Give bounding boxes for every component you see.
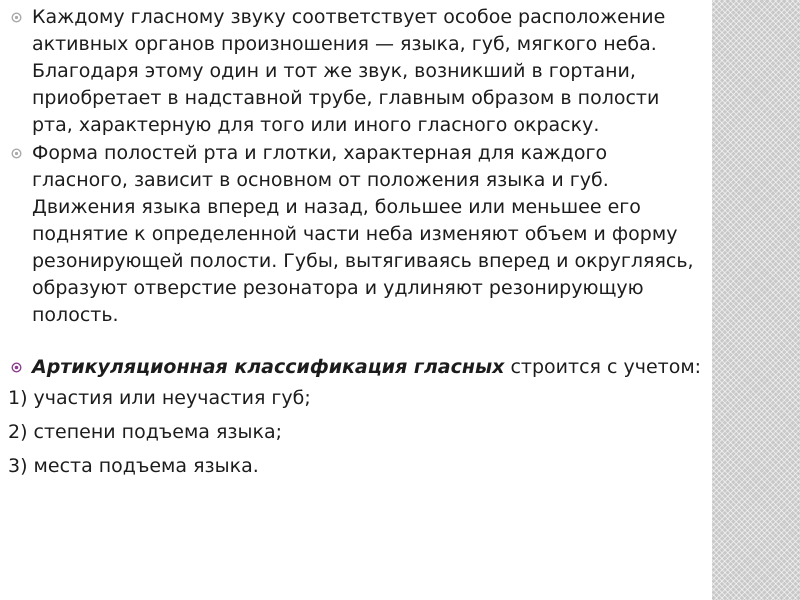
bullet-paragraph-2 [8, 140, 704, 329]
list-item-3: 3) места подъема языка. [8, 455, 259, 477]
list-item-2: 2) степени подъема языка; [8, 421, 283, 443]
bullet-paragraph-3 [8, 354, 704, 381]
ring-bullet-icon [11, 12, 22, 23]
slide-content [8, 4, 704, 480]
emphasized-term: Артикуляционная классификация гласных [32, 356, 505, 378]
ring-bullet-icon [11, 148, 22, 159]
ring-bullet-accent-icon [11, 362, 22, 373]
bullet-text: строится с учетом: [504, 356, 702, 378]
list-item-1: 1) участия или неучастия губ; [8, 387, 311, 409]
bullet-text: Каждому гласному звуку соответствует особое расположение активных органов произношения — языка, губ, мягкого неба. Благодаря этому один и тот же звук, возникший в гортани, приобретает в надставной трубе, главным образом в полости рта, характерную для того или иного гласного окраску. [32, 6, 666, 136]
bullet-text: Форма полостей рта и глотки, характерная для каждого гласного, зависит в основном от положения языка и губ. Движения языка вперед и назад, большее или меньшее его поднятие к определенной части неба изменяют объем и форму резонирующей полости. Губы, вытягиваясь вперед и округляясь, образуют отверстие резонатора и удлиняют резонирующую полость. [32, 142, 694, 326]
bullet-paragraph-1 [8, 4, 704, 139]
decorative-side-pattern [712, 0, 800, 600]
